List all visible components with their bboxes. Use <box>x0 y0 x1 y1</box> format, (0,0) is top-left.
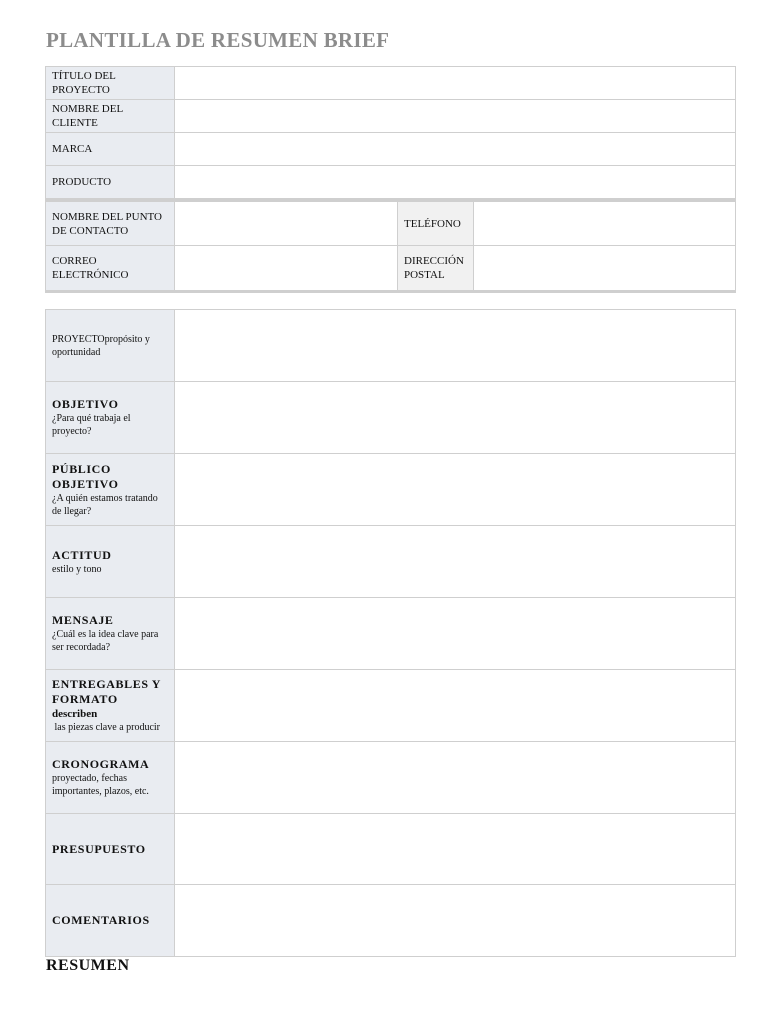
section-actitud-title: ACTITUD <box>52 547 112 562</box>
section-comentarios-title: COMENTARIOS <box>52 913 150 927</box>
section-proyecto-title: PROYECTO <box>52 333 105 345</box>
phone-label: TELÉFONO <box>398 201 474 246</box>
section-proyecto-heading <box>52 333 168 359</box>
table-row <box>46 382 736 454</box>
section-presupuesto-title: PRESUPUESTO <box>52 841 146 856</box>
table-row <box>46 100 736 133</box>
brand-field[interactable] <box>175 133 736 166</box>
section-cronograma-label <box>46 742 175 814</box>
brief-sections-table <box>45 309 736 957</box>
table-row <box>46 454 736 526</box>
section-cronograma-subtitle: proyectado, fechas importantes, plazos, etc. <box>52 773 149 797</box>
section-actitud-label <box>46 526 175 598</box>
section-actitud-subtitle: estilo y tono <box>52 563 102 575</box>
section-entregables-subtitle: las piezas clave a producir <box>52 722 161 733</box>
email-field[interactable] <box>175 246 398 292</box>
table-row <box>46 742 736 814</box>
product-field[interactable] <box>175 166 736 199</box>
postal-address-field[interactable] <box>474 246 736 292</box>
section-cronograma-title: CRONOGRAMA <box>52 757 150 771</box>
section-presupuesto-field[interactable] <box>175 814 736 885</box>
section-objetivo-label <box>46 382 175 454</box>
section-entregables-bold-line: describen <box>52 708 98 720</box>
contact-name-label: NOMBRE DEL PUNTO DE CONTACTO <box>46 201 175 246</box>
table-row <box>46 310 736 382</box>
section-publico-field[interactable] <box>175 454 736 526</box>
brand-label: MARCA <box>46 133 175 166</box>
project-title-field[interactable] <box>175 67 736 100</box>
table-row <box>46 526 736 598</box>
table-row <box>46 133 736 166</box>
section-proyecto-field[interactable] <box>175 310 736 382</box>
summary-heading: RESUMEN <box>46 957 130 974</box>
phone-field[interactable] <box>474 201 736 246</box>
section-presupuesto-label <box>46 814 175 885</box>
contact-info-table <box>45 199 736 293</box>
email-label: CORREO ELECTRÓNICO <box>46 246 175 292</box>
section-proyecto-subtitle: propósito y oportunidad <box>52 333 150 358</box>
table-row <box>46 670 736 742</box>
section-mensaje-title: MENSAJE <box>52 613 114 627</box>
client-name-label: NOMBRE DEL CLIENTE <box>46 100 175 133</box>
section-publico-title: PÚBLICO OBJETIVO <box>52 461 119 491</box>
section-publico-label <box>46 454 175 526</box>
section-comentarios-label <box>46 885 175 957</box>
section-proyecto-label <box>46 310 175 382</box>
section-entregables-field[interactable] <box>175 670 736 742</box>
project-info-table <box>45 66 736 199</box>
section-entregables-label <box>46 670 175 742</box>
page-title: PLANTILLA DE RESUMEN BRIEF <box>46 28 390 52</box>
postal-address-label: DIRECCIÓN POSTAL <box>398 246 474 292</box>
section-comentarios-field[interactable] <box>175 885 736 957</box>
product-label: PRODUCTO <box>46 166 175 199</box>
table-row <box>46 201 736 246</box>
section-cronograma-field[interactable] <box>175 742 736 814</box>
section-objetivo-field[interactable] <box>175 382 736 454</box>
table-row <box>46 814 736 885</box>
project-title-label: TÍTULO DEL PROYECTO <box>46 67 175 100</box>
section-mensaje-label <box>46 598 175 670</box>
table-row <box>46 885 736 957</box>
section-actitud-field[interactable] <box>175 526 736 598</box>
table-row <box>46 598 736 670</box>
table-row <box>46 67 736 100</box>
contact-name-field[interactable] <box>175 201 398 246</box>
section-mensaje-subtitle: ¿Cuál es la idea clave para ser recordada? <box>52 629 159 653</box>
section-objetivo-subtitle: ¿Para qué trabaja el proyecto? <box>52 413 131 437</box>
table-row <box>46 246 736 292</box>
table-row <box>46 166 736 199</box>
section-entregables-title: ENTREGABLES Y FORMATO <box>52 677 161 706</box>
section-objetivo-title: OBJETIVO <box>52 397 119 411</box>
client-name-field[interactable] <box>175 100 736 133</box>
section-publico-subtitle: ¿A quién estamos tratando de llegar? <box>52 492 158 517</box>
section-mensaje-field[interactable] <box>175 598 736 670</box>
